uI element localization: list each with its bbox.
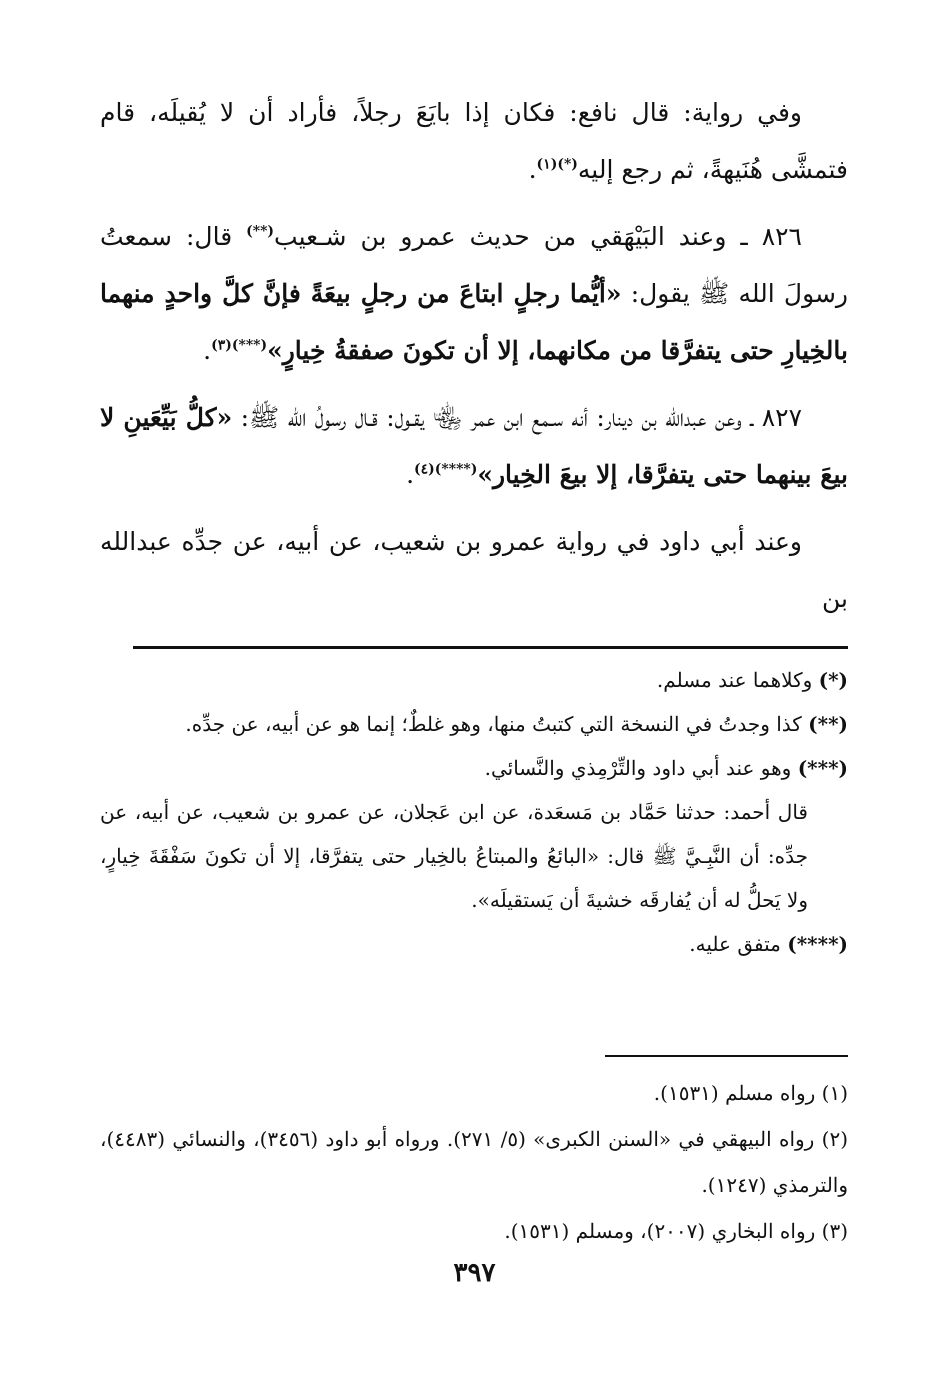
note-item: (*) وكلاهما عند مسلم. — [656, 668, 848, 692]
footnote-marker: (**) — [246, 223, 275, 240]
note-item: (****) متفق عليه. — [689, 932, 848, 956]
footnote-marker: (*)(١) — [536, 156, 578, 173]
hadith-quote: «أيُّما رجلٍ ابتاعَ من رجلٍ بيعَةً فإنَّ كلَّ واحدٍ منهما بالخِيارِ حتى يتفرَّقا من مكانهما، إلا أن تكونَ صفقةُ خِيارٍ» — [100, 279, 848, 365]
footnote-marker: (***)(٣) — [211, 337, 268, 354]
note-item: (***) وهو عند أبي داود والتِّرْمِذي والنَّسائي. — [484, 756, 848, 780]
paragraph-abu-dawud: وعند أبي داود في رواية عمرو بن شعيب، عن أبيه، عن جدِّه عبدالله بن — [100, 527, 848, 613]
notes-divider — [133, 646, 848, 649]
paragraph-text: قال: سمعتُ رسولَ الله ﷺ يقول: — [100, 222, 848, 308]
hadith-quote: «كلُّ بَيِّعَينِ لا بيعَ بينهما حتى يتفرَّقا، إلا بيعَ الخِيار» — [100, 403, 848, 489]
author-notes — [100, 658, 848, 966]
paragraph-narration: وفي رواية: قال نافع: فكان إذا بايَعَ رجلاً، فأراد أن لا يُقيلَه، قام فتمشَّى هُنَيهةً، ثم رجع إليه$^{(*)(١)}$. — [100, 98, 848, 184]
paragraph-text: ٨٢٦ ـ وعند البَيْهَقي من حديث عمرو بن شـعيب — [274, 222, 802, 251]
paragraph-text: وفي رواية: قال نافع: فكان إذا بايَعَ رجلاً، فأراد أن لا يُقيلَه، قام فتمشَّى هُنَيهةً، ثم رجع إليه — [100, 98, 848, 184]
note-extra: قال أحمد: حدثنا حَمَّاد بن مَسعَدة، عن ابن عَجلان، عن عمرو بن شعيب، عن أبيه، عن جدِّه: أن النَّبِـيَّ ﷺ قال: «البائعُ والمبتاعُ بالخِيار حتى يتفرَّقا، إلا أن تكونَ سَفْقَةَ خِيارٍ، ولا يَحلُّ له أن يُفارقَه خشيةَ أن يَستقيلَه». — [100, 800, 808, 912]
references-divider — [605, 1055, 848, 1057]
paragraph-text: ٨٢٧ ـ وعن عبدالله بن دينار: أنه سـمع ابن عمر ﵄ يقـول: قـال رسولُ الله ﷺ: — [232, 403, 803, 432]
main-text — [100, 84, 848, 637]
reference-item: (٣) رواه البخاري (٢٠٠٧)، ومسلم (١٥٣١). — [504, 1219, 848, 1243]
note-marker: (***) — [797, 756, 848, 780]
references — [100, 1070, 848, 1254]
reference-item: (٢) رواه البيهقي في «السنن الكبرى» (٥/ ٢٧١). ورواه أبو داود (٣٤٥٦)، والنسائي (٤٤٨٣)، والترمذي (١٢٤٧). — [100, 1127, 848, 1197]
note-item: (**) كذا وجدتُ في النسخة التي كتبتُ منها، وهو غلطٌ؛ إنما هو عن أبيه، عن جدِّه. — [185, 712, 848, 736]
hadith-827: ٨٢٧ ـ وعن عبدالله بن دينار: أنه سـمع ابن عمر ﵄ يقـول: قـال رسولُ الله ﷺ: «كلُّ بَيِّعَينِ لا بيعَ بينهما حتى يتفرَّقا، إلا بيعَ الخِيار»$^{(****)(٤)}$. — [100, 403, 848, 489]
page-number: ٣٩٧ — [453, 1258, 496, 1288]
footnote-marker: (****)(٤) — [414, 461, 478, 478]
hadith-826: ٨٢٦ ـ وعند البَيْهَقي من حديث عمرو بن شـعيب(**) قال: سمعتُ رسولَ الله ﷺ يقول: «أيُّما رجلٍ ابتاعَ من رجلٍ بيعَةً فإنَّ كلَّ واحدٍ منهما بالخِيارِ حتى يتفرَّقا من مكانهما، إلا أن تكونَ صفقةُ خِيارٍ»$^{(***)(٣)}$. — [100, 222, 848, 365]
note-marker: (**) — [808, 712, 848, 736]
reference-item: (١) رواه مسلم (١٥٣١). — [653, 1081, 848, 1105]
note-marker: (*) — [818, 668, 848, 692]
note-marker: (****) — [787, 932, 848, 956]
